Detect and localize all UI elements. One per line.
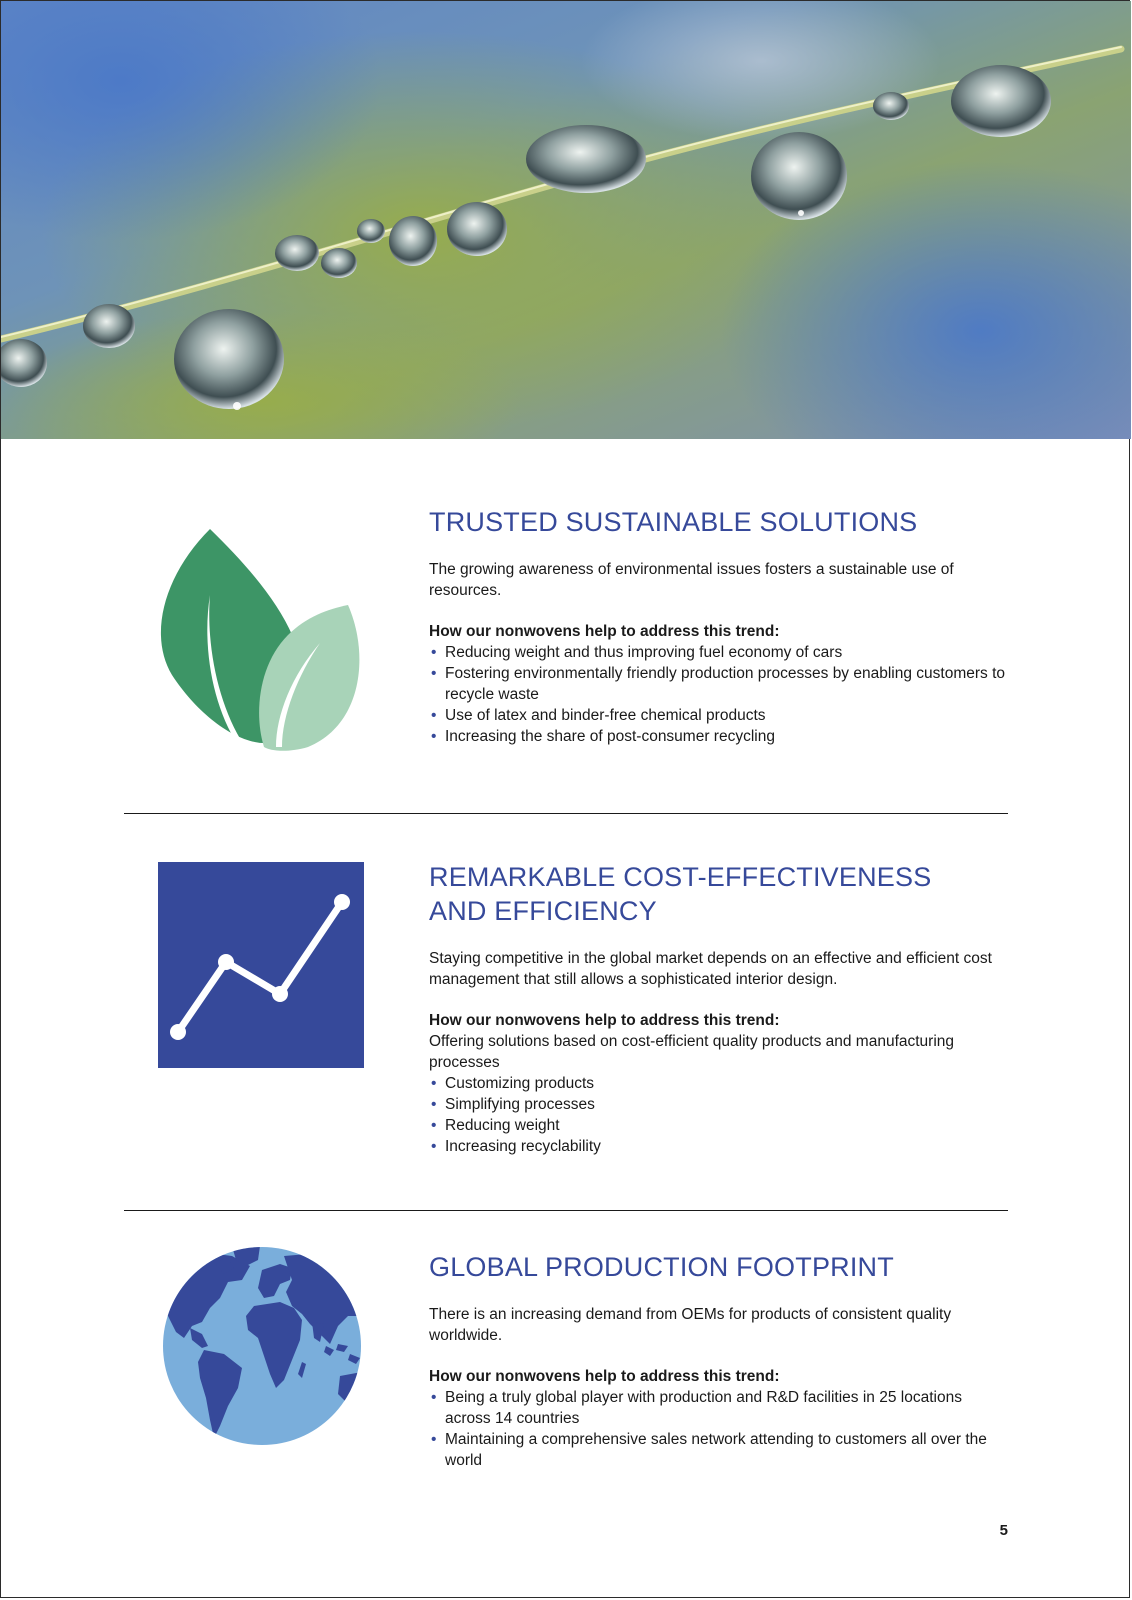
bullet-icon: • <box>431 1075 437 1092</box>
bullet-icon: • <box>431 1389 437 1406</box>
trend-label: How our nonwovens help to address this trend: <box>429 1012 780 1029</box>
section-divider <box>124 813 1008 814</box>
list-item <box>429 663 1009 705</box>
line-chart-icon <box>158 862 364 1073</box>
section-heading <box>429 860 1009 928</box>
list-item-text: Simplifying processes <box>445 1096 595 1113</box>
list-item <box>429 705 1009 726</box>
bullet-icon: • <box>431 1117 437 1134</box>
section-text <box>429 860 1009 1157</box>
list-item <box>429 1094 1009 1115</box>
bullet-icon: • <box>431 707 437 724</box>
list-item-text: Maintaining a comprehensive sales network attending to customers all over the world <box>445 1431 987 1469</box>
section-text <box>429 1250 1009 1471</box>
list-item <box>429 1073 1009 1094</box>
list-item-text: Reducing weight and thus improving fuel economy of cars <box>445 644 843 661</box>
leaf-icon <box>158 525 364 756</box>
list-item-text: Fostering environmentally friendly production processes by enabling customers to recycle waste <box>445 665 1006 703</box>
list-item-text: Increasing recyclability <box>445 1138 601 1155</box>
hero-photo <box>1 1 1131 439</box>
section-intro: There is an increasing demand from OEMs for products of consistent quality worldwide. <box>429 1306 952 1344</box>
trend-label: How our nonwovens help to address this trend: <box>429 623 780 640</box>
section-heading: GLOBAL PRODUCTION FOOTPRINT <box>429 1252 894 1282</box>
bullet-icon: • <box>431 665 437 682</box>
bullet-icon: • <box>431 1431 437 1448</box>
section-heading: TRUSTED SUSTAINABLE SOLUTIONS <box>429 507 918 537</box>
list-item <box>429 726 1009 747</box>
list-item <box>429 1115 1009 1136</box>
water-droplets-photo <box>1 1 1131 439</box>
section-text <box>429 505 1009 747</box>
list-item-text: Customizing products <box>445 1075 595 1092</box>
list-item <box>429 1429 1009 1471</box>
list-item <box>429 1387 1009 1429</box>
section-intro: Staying competitive in the global market depends on an effective and efficient cost management that still allows a sophisticated interior design. <box>429 950 992 988</box>
heading-line: REMARKABLE COST-EFFECTIVENESS <box>429 862 932 892</box>
list-item-text: Reducing weight <box>445 1117 560 1134</box>
bullet-list <box>429 642 1009 747</box>
list-item-text: Use of latex and binder-free chemical products <box>445 707 766 724</box>
page-number: 5 <box>999 1522 1008 1539</box>
section-divider <box>124 1210 1008 1211</box>
bullet-icon: • <box>431 1096 437 1113</box>
list-item-text: Being a truly global player with production and R&D facilities in 25 locations across 14 countries <box>445 1389 962 1427</box>
bullet-list <box>429 1387 1009 1471</box>
list-item <box>429 642 1009 663</box>
trend-description: Offering solutions based on cost-efficient quality products and manufacturing processes <box>429 1033 955 1071</box>
list-item-text: Increasing the share of post-consumer recycling <box>445 728 775 745</box>
globe-icon <box>162 1246 362 1451</box>
bullet-list <box>429 1073 1009 1157</box>
trend-label: How our nonwovens help to address this trend: <box>429 1368 780 1385</box>
heading-line: AND EFFICIENCY <box>429 896 657 926</box>
bullet-icon: • <box>431 728 437 745</box>
list-item <box>429 1136 1009 1157</box>
section-intro: The growing awareness of environmental issues fosters a sustainable use of resources. <box>429 561 954 599</box>
bullet-icon: • <box>431 1138 437 1155</box>
bullet-icon: • <box>431 644 437 661</box>
